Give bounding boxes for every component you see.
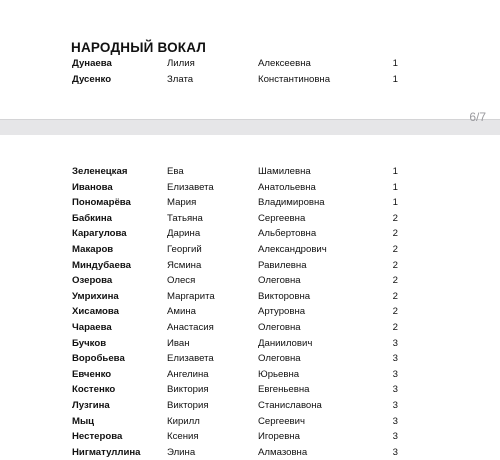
- first-name-cell: Мария: [167, 197, 197, 209]
- surname-cell: Нестерова: [72, 431, 123, 443]
- surname-cell: Бабкина: [72, 212, 112, 224]
- patronymic-cell: Олеговна: [258, 275, 301, 287]
- patronymic-cell: Альбертовна: [258, 228, 317, 240]
- group-cell: 1: [392, 58, 398, 69]
- patronymic-cell: Равилевна: [258, 259, 307, 271]
- participant-row: [0, 351, 500, 367]
- group-cell: 1: [392, 166, 398, 177]
- patronymic-cell: Константиновна: [258, 73, 331, 85]
- group-cell: 1: [392, 181, 398, 193]
- group-cell: 2: [392, 243, 398, 255]
- group-cell: 2: [392, 212, 398, 224]
- first-name-cell: Виктория: [167, 384, 209, 396]
- patronymic-cell: Шамилевна: [258, 166, 311, 177]
- first-name-cell: Елизавета: [167, 181, 214, 193]
- page-separator-edge: [0, 119, 500, 120]
- participant-row: [0, 445, 500, 460]
- first-name-cell: Кирилл: [167, 415, 200, 427]
- first-name-cell: Лилия: [167, 58, 195, 69]
- group-cell: 3: [392, 446, 398, 458]
- patronymic-cell: Александрович: [258, 243, 327, 255]
- patronymic-cell: Станиславона: [258, 399, 322, 411]
- surname-cell: Пономарёва: [72, 197, 131, 209]
- patronymic-cell: Викторовна: [258, 290, 311, 302]
- participant-row: [0, 164, 500, 180]
- surname-cell: Мыц: [72, 415, 95, 427]
- page-separator: [0, 119, 500, 135]
- surname-cell: Иванова: [72, 181, 113, 193]
- group-cell: 2: [392, 306, 398, 318]
- first-name-cell: Георгий: [167, 243, 202, 255]
- patronymic-cell: Юрьевна: [258, 368, 300, 380]
- participant-row: [0, 289, 500, 305]
- first-name-cell: Олеся: [167, 275, 196, 287]
- participant-row: [0, 414, 500, 430]
- participant-row: [0, 211, 500, 227]
- surname-cell: Дусенко: [72, 73, 112, 85]
- group-cell: 2: [392, 321, 398, 333]
- participant-row: [0, 367, 500, 383]
- patronymic-cell: Алмазовна: [258, 446, 308, 458]
- first-name-cell: Злата: [167, 73, 194, 85]
- participants-list-bottom: [0, 164, 500, 460]
- document-page-top: [0, 0, 500, 119]
- surname-cell: Миндубаева: [72, 259, 131, 271]
- page-indicator: 6/7: [469, 110, 486, 124]
- participant-row: [0, 242, 500, 258]
- group-cell: 2: [392, 290, 398, 302]
- patronymic-cell: Алексеевна: [258, 58, 311, 69]
- first-name-cell: Маргарита: [167, 290, 215, 302]
- participant-row: [0, 336, 500, 352]
- patronymic-cell: Владимировна: [258, 197, 325, 209]
- first-name-cell: Татьяна: [167, 212, 203, 224]
- first-name-cell: Дарина: [167, 228, 201, 240]
- patronymic-cell: Сергеевич: [258, 415, 306, 427]
- group-cell: 1: [392, 73, 398, 85]
- participant-row: [0, 195, 500, 211]
- group-cell: 2: [392, 259, 398, 271]
- first-name-cell: Елизавета: [167, 353, 214, 365]
- surname-cell: Евченко: [72, 368, 112, 380]
- group-cell: 3: [392, 384, 398, 396]
- group-cell: 3: [392, 337, 398, 349]
- participant-row: [0, 273, 500, 289]
- surname-cell: Лузгина: [72, 399, 110, 411]
- participants-list-top: [0, 56, 500, 87]
- surname-cell: Зеленецкая: [72, 166, 128, 177]
- surname-cell: Макаров: [72, 243, 114, 255]
- group-cell: 3: [392, 431, 398, 443]
- first-name-cell: Иван: [167, 337, 190, 349]
- surname-cell: Нигматуллина: [72, 446, 141, 458]
- participant-row: [0, 72, 500, 88]
- patronymic-cell: Артуровна: [258, 306, 306, 318]
- surname-cell: Карагулова: [72, 228, 127, 240]
- patronymic-cell: Сергеевна: [258, 212, 306, 224]
- surname-cell: Чараева: [72, 321, 112, 333]
- participant-row: [0, 226, 500, 242]
- surname-cell: Озерова: [72, 275, 113, 287]
- group-cell: 1: [392, 197, 398, 209]
- group-cell: 3: [392, 368, 398, 380]
- participant-row: [0, 382, 500, 398]
- group-cell: 3: [392, 415, 398, 427]
- first-name-cell: Элина: [167, 446, 196, 458]
- patronymic-cell: Олеговна: [258, 353, 301, 365]
- group-cell: 3: [392, 399, 398, 411]
- first-name-cell: Амина: [167, 306, 196, 318]
- surname-cell: Бучков: [72, 337, 107, 349]
- participant-row: [0, 180, 500, 196]
- surname-cell: Воробьева: [72, 353, 125, 365]
- participant-row: [0, 429, 500, 445]
- first-name-cell: Ксения: [167, 431, 199, 443]
- first-name-cell: Анастасия: [167, 321, 214, 333]
- participant-row: [0, 56, 500, 72]
- first-name-cell: Ева: [167, 166, 184, 177]
- group-cell: 2: [392, 228, 398, 240]
- surname-cell: Дунаева: [72, 58, 112, 69]
- group-cell: 3: [392, 353, 398, 365]
- participant-row: [0, 398, 500, 414]
- patronymic-cell: Анатольевна: [258, 181, 316, 193]
- group-cell: 2: [392, 275, 398, 287]
- surname-cell: Хисамова: [72, 306, 120, 318]
- first-name-cell: Ясмина: [167, 259, 202, 271]
- participant-row: [0, 320, 500, 336]
- first-name-cell: Виктория: [167, 399, 209, 411]
- patronymic-cell: Евгеньевна: [258, 384, 310, 396]
- participant-row: [0, 304, 500, 320]
- section-title: НАРОДНЫЙ ВОКАЛ: [71, 40, 207, 55]
- patronymic-cell: Олеговна: [258, 321, 301, 333]
- participant-row: [0, 258, 500, 274]
- surname-cell: Костенко: [72, 384, 116, 396]
- first-name-cell: Ангелина: [167, 368, 209, 380]
- patronymic-cell: Игоревна: [258, 431, 300, 443]
- surname-cell: Умрихина: [72, 290, 119, 302]
- patronymic-cell: Даниилович: [258, 337, 313, 349]
